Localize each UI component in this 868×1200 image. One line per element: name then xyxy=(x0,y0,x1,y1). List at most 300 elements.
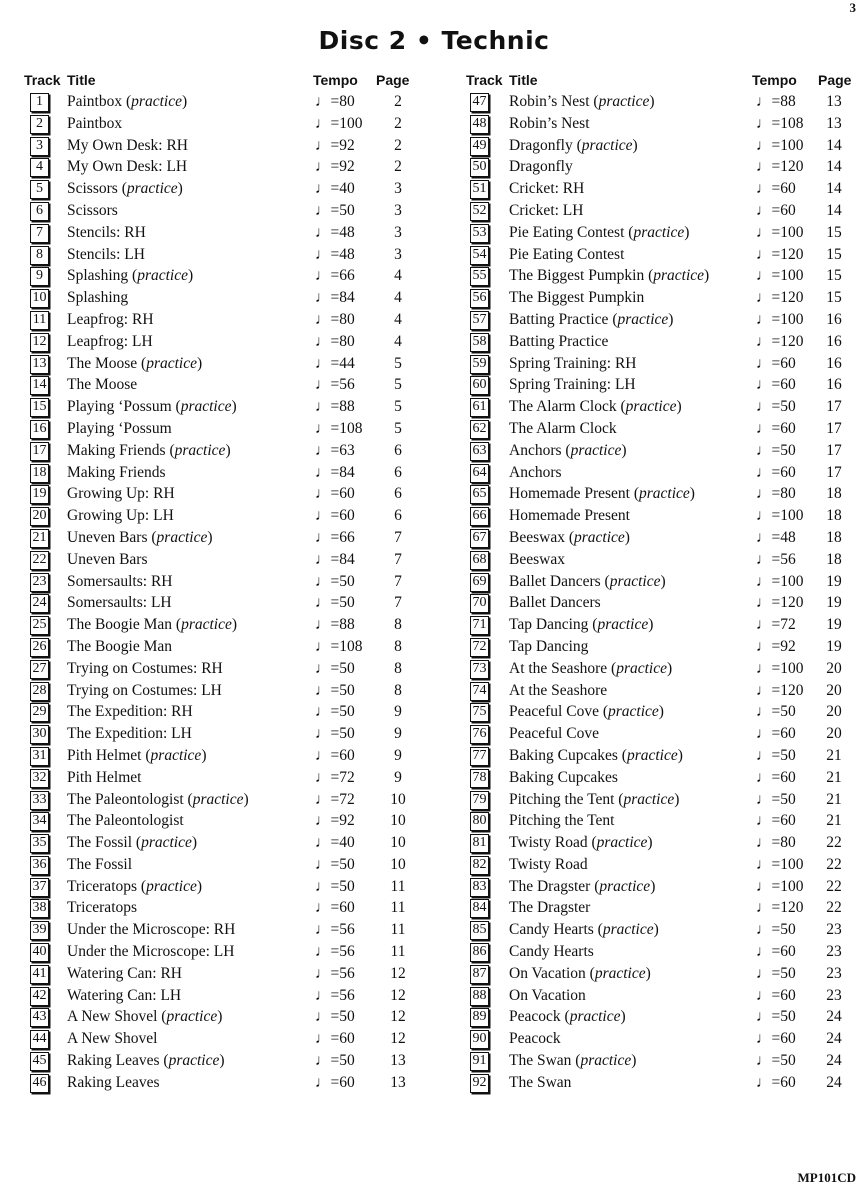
track-title: Playing ‘Possum (practice) xyxy=(67,398,237,416)
track-title: Peacock (practice) xyxy=(509,1008,626,1026)
track-number: 37 xyxy=(30,878,49,897)
track-number: 31 xyxy=(30,747,49,766)
track-title: Peaceful Cove (practice) xyxy=(509,703,664,721)
track-title xyxy=(509,180,584,198)
track-tempo: ♩=60 xyxy=(315,507,355,525)
track-number: 19 xyxy=(30,485,49,504)
track-title: The Alarm Clock (practice) xyxy=(509,398,682,416)
track-row xyxy=(24,615,432,637)
track-title: Making Friends (practice) xyxy=(67,441,231,459)
header-tempo: Tempo xyxy=(313,72,358,88)
track-page: 2 xyxy=(394,158,402,176)
track-row xyxy=(466,659,856,681)
track-row xyxy=(466,877,856,899)
track-title: The Swan (practice) xyxy=(509,1052,637,1070)
track-title: Homemade Present (practice) xyxy=(509,485,695,503)
track-title xyxy=(509,1030,561,1048)
track-title-text: Twisty Road xyxy=(509,855,588,873)
practice-label: practice xyxy=(146,877,197,895)
practice-label: practice xyxy=(598,93,650,110)
track-title-text: Spring Training: LH xyxy=(509,376,636,394)
track-page: 16 xyxy=(826,376,842,394)
track-row xyxy=(466,332,856,354)
track-title xyxy=(67,856,132,874)
track-row xyxy=(24,746,432,768)
track-page: 13 xyxy=(390,1073,406,1091)
track-title xyxy=(67,638,172,656)
track-tempo: ♩=56 xyxy=(315,964,355,982)
track-row xyxy=(466,245,856,267)
track-tempo: ♩=44 xyxy=(315,354,355,372)
track-title: Robin’s Nest (practice) xyxy=(509,93,655,110)
track-number: 42 xyxy=(30,987,49,1006)
track-title-text: Batting Practice xyxy=(509,310,609,328)
track-number: 65 xyxy=(470,485,489,504)
track-title xyxy=(67,1074,160,1092)
practice-label: practice xyxy=(126,180,178,198)
track-title xyxy=(67,573,173,591)
track-title: On Vacation (practice) xyxy=(509,964,651,982)
track-number: 59 xyxy=(470,355,489,374)
track-number: 12 xyxy=(30,333,49,352)
track-number: 57 xyxy=(470,311,489,330)
track-title-text: Leapfrog: LH xyxy=(67,332,153,350)
track-title: Pith Helmet (practice) xyxy=(67,746,207,764)
track-page: 20 xyxy=(826,659,842,677)
header-title: Title xyxy=(509,72,538,88)
track-title: Paintbox (practice) xyxy=(67,93,188,110)
track-page: 21 xyxy=(826,746,842,764)
track-title-text: The Boogie Man xyxy=(67,637,173,655)
track-row xyxy=(466,898,856,920)
track-title xyxy=(509,987,586,1005)
track-row xyxy=(24,1007,432,1029)
practice-label: practice xyxy=(617,310,669,328)
track-title xyxy=(509,769,618,787)
track-title-text: At the Seashore xyxy=(509,681,608,699)
track-title-text: Playing ‘Possum xyxy=(67,398,172,416)
track-tempo: ♩=60 xyxy=(756,419,796,437)
track-tempo: ♩=63 xyxy=(315,441,355,459)
track-title-text: The Dragster xyxy=(509,877,591,895)
track-row xyxy=(466,593,856,615)
track-title: Twisty Road (practice) xyxy=(509,834,653,852)
track-tempo: ♩=120 xyxy=(756,289,804,307)
track-row xyxy=(466,397,856,419)
track-title-text: Watering Can: LH xyxy=(67,986,182,1004)
track-title: Pitching the Tent (practice) xyxy=(509,790,680,808)
track-page: 6 xyxy=(394,441,402,459)
track-tempo: ♩=108 xyxy=(315,419,363,437)
track-row xyxy=(466,463,856,485)
track-row xyxy=(24,964,432,986)
track-number: 92 xyxy=(470,1074,489,1093)
track-number: 16 xyxy=(30,420,49,439)
practice-label: practice xyxy=(181,616,232,634)
track-page: 3 xyxy=(394,201,402,219)
track-title-text: Trying on Costumes: RH xyxy=(67,659,223,677)
track-tempo: ♩=60 xyxy=(756,180,796,198)
track-title xyxy=(67,246,145,264)
track-title-text: Baking Cupcakes xyxy=(509,768,618,786)
track-tempo: ♩=50 xyxy=(756,398,796,416)
practice-label: practice xyxy=(131,93,182,110)
track-row xyxy=(24,855,432,877)
track-row xyxy=(24,637,432,659)
track-page: 6 xyxy=(394,485,402,503)
track-tempo: ♩=50 xyxy=(315,703,355,721)
track-number: 14 xyxy=(30,376,49,395)
track-title xyxy=(509,246,624,264)
track-number: 70 xyxy=(470,594,489,613)
track-title-text: The Biggest Pumpkin xyxy=(509,267,645,285)
track-row xyxy=(466,375,856,397)
track-page: 15 xyxy=(826,223,842,241)
track-number: 51 xyxy=(470,180,489,199)
track-tempo: ♩=120 xyxy=(756,245,804,263)
track-page: 17 xyxy=(826,419,842,437)
track-title-text: The Fossil xyxy=(67,834,133,852)
track-page: 14 xyxy=(826,136,842,154)
track-row xyxy=(466,615,856,637)
track-page: 10 xyxy=(390,790,406,808)
practice-label: practice xyxy=(569,1008,621,1026)
track-page: 22 xyxy=(826,855,842,873)
track-title xyxy=(509,551,565,569)
track-title xyxy=(509,682,607,700)
track-title-text: A New Shovel xyxy=(67,1030,158,1048)
track-tempo: ♩=100 xyxy=(756,507,804,525)
track-page: 10 xyxy=(390,834,406,852)
track-title-text: Pitching the Tent xyxy=(509,812,615,830)
track-tempo: ♩=60 xyxy=(315,485,355,503)
track-title-text: Raking Leaves xyxy=(67,1052,160,1070)
track-tempo: ♩=120 xyxy=(756,332,804,350)
track-page: 18 xyxy=(826,528,842,546)
track-page: 22 xyxy=(826,899,842,917)
track-tempo: ♩=50 xyxy=(315,201,355,219)
track-number: 83 xyxy=(470,878,489,897)
track-row xyxy=(24,1051,432,1073)
track-page: 24 xyxy=(826,1008,842,1026)
track-tempo: ♩=92 xyxy=(315,136,355,154)
track-title-text: Anchors xyxy=(509,441,562,459)
track-number: 28 xyxy=(30,682,49,701)
track-tempo: ♩=72 xyxy=(315,790,355,808)
track-row xyxy=(24,245,432,267)
track-row xyxy=(466,1007,856,1029)
track-page: 5 xyxy=(394,376,402,394)
track-title-text: The Fossil xyxy=(67,855,133,873)
track-row xyxy=(24,790,432,812)
track-number: 10 xyxy=(30,289,49,308)
track-title-text: Somersaults: LH xyxy=(67,594,172,612)
track-row xyxy=(24,92,432,114)
track-number: 39 xyxy=(30,921,49,940)
track-list xyxy=(466,92,856,1095)
track-row xyxy=(466,441,856,463)
track-tempo: ♩=100 xyxy=(756,572,804,590)
track-title-text: Pith Helmet xyxy=(67,746,142,764)
track-title xyxy=(67,202,118,220)
track-row xyxy=(24,506,432,528)
track-title: Scissors (practice) xyxy=(67,180,183,198)
track-title: Splashing (practice) xyxy=(67,267,194,285)
track-title-text: My Own Desk: LH xyxy=(67,158,188,176)
track-title-text: Making Friends xyxy=(67,463,166,481)
track-title-text: The Expedition: LH xyxy=(67,725,192,743)
track-tempo: ♩=50 xyxy=(315,572,355,590)
track-title xyxy=(67,464,166,482)
track-title-text: Leapfrog: RH xyxy=(67,310,154,328)
practice-label: practice xyxy=(602,921,654,939)
track-tempo: ♩=48 xyxy=(756,528,796,546)
track-title-text: The Dragster xyxy=(509,899,591,917)
track-tempo: ♩=100 xyxy=(756,855,804,873)
track-tempo: ♩=56 xyxy=(315,376,355,394)
track-title: Baking Cupcakes (practice) xyxy=(509,746,683,764)
track-title xyxy=(509,638,588,656)
track-title: Beeswax (practice) xyxy=(509,528,630,546)
track-row xyxy=(466,811,856,833)
track-title xyxy=(67,333,153,351)
column-header xyxy=(24,70,432,92)
track-tempo: ♩=50 xyxy=(315,681,355,699)
track-tempo: ♩=100 xyxy=(756,223,804,241)
track-tempo: ♩=80 xyxy=(315,332,355,350)
track-page: 8 xyxy=(394,637,402,655)
track-row xyxy=(24,768,432,790)
track-tempo: ♩=50 xyxy=(756,703,796,721)
track-title xyxy=(509,507,630,525)
track-row xyxy=(466,354,856,376)
track-page: 11 xyxy=(390,921,406,939)
track-title-text: Pith Helmet xyxy=(67,768,142,786)
track-row xyxy=(466,157,856,179)
track-number: 21 xyxy=(30,529,49,548)
track-tempo: ♩=100 xyxy=(756,659,804,677)
track-number: 56 xyxy=(470,289,489,308)
track-tempo: ♩=100 xyxy=(756,877,804,895)
practice-label: practice xyxy=(625,398,677,416)
track-row xyxy=(466,550,856,572)
practice-label: practice xyxy=(168,1052,220,1070)
track-title-text: On Vacation xyxy=(509,964,586,982)
track-column-left xyxy=(24,70,432,1095)
track-title-text: Scissors xyxy=(67,201,118,219)
track-title-text: A New Shovel xyxy=(67,1008,158,1026)
track-title xyxy=(67,420,172,438)
track-title-text: Raking Leaves xyxy=(67,1073,160,1091)
track-tempo: ♩=60 xyxy=(315,899,355,917)
track-title-text: Tap Dancing xyxy=(509,637,589,655)
track-tempo: ♩=50 xyxy=(756,1052,796,1070)
track-title: Uneven Bars (practice) xyxy=(67,528,213,546)
track-title xyxy=(509,943,594,961)
track-page: 23 xyxy=(826,921,842,939)
track-title: Triceratops (practice) xyxy=(67,877,203,895)
track-title-text: Paintbox xyxy=(67,93,123,110)
practice-label: practice xyxy=(616,659,667,677)
track-page: 12 xyxy=(390,986,406,1004)
track-page: 15 xyxy=(826,245,842,263)
track-number: 29 xyxy=(30,703,49,722)
track-tempo: ♩=120 xyxy=(756,899,804,917)
track-title-text: The Moose xyxy=(67,354,138,372)
track-title-text: Triceratops xyxy=(67,899,138,917)
track-number: 60 xyxy=(470,376,489,395)
track-tempo: ♩=50 xyxy=(315,877,355,895)
track-page: 7 xyxy=(394,594,402,612)
track-page: 12 xyxy=(390,1030,406,1048)
practice-label: practice xyxy=(174,441,226,459)
track-page: 13 xyxy=(826,114,842,132)
track-title-text: Triceratops xyxy=(67,877,138,895)
track-tempo: ♩=40 xyxy=(315,180,355,198)
track-title xyxy=(509,594,601,612)
track-number: 77 xyxy=(470,747,489,766)
track-tempo: ♩=66 xyxy=(315,267,355,285)
track-number: 24 xyxy=(30,594,49,613)
track-title-text: Peaceful Cove xyxy=(509,725,599,743)
track-number: 64 xyxy=(470,464,489,483)
track-page: 9 xyxy=(394,768,402,786)
practice-label: practice xyxy=(570,441,622,459)
track-number: 74 xyxy=(470,682,489,701)
track-row xyxy=(466,114,856,136)
track-tempo: ♩=56 xyxy=(315,986,355,1004)
practice-label: practice xyxy=(580,1052,632,1070)
track-row xyxy=(24,942,432,964)
track-title: Pie Eating Contest (practice) xyxy=(509,223,690,241)
track-tempo: ♩=56 xyxy=(756,550,796,568)
practice-label: practice xyxy=(180,398,232,416)
track-title: Ballet Dancers (practice) xyxy=(509,572,666,590)
track-title-text: The Boogie Man xyxy=(67,616,173,634)
track-number: 62 xyxy=(470,420,489,439)
track-page: 19 xyxy=(826,594,842,612)
track-title-text: The Alarm Clock xyxy=(509,419,617,437)
track-row xyxy=(24,528,432,550)
track-title xyxy=(509,812,614,830)
track-tempo: ♩=60 xyxy=(315,1073,355,1091)
track-title xyxy=(509,856,588,874)
track-page: 20 xyxy=(826,681,842,699)
track-row xyxy=(24,288,432,310)
track-page: 23 xyxy=(826,986,842,1004)
track-row xyxy=(24,114,432,136)
track-page: 18 xyxy=(826,485,842,503)
track-tempo: ♩=100 xyxy=(756,310,804,328)
track-page: 19 xyxy=(826,572,842,590)
track-number: 80 xyxy=(470,812,489,831)
track-tempo: ♩=100 xyxy=(756,136,804,154)
track-number: 5 xyxy=(30,180,49,199)
track-number: 58 xyxy=(470,333,489,352)
track-tempo: ♩=72 xyxy=(756,616,796,634)
track-number: 73 xyxy=(470,660,489,679)
track-row xyxy=(24,332,432,354)
track-tempo: ♩=50 xyxy=(756,1008,796,1026)
track-row xyxy=(24,877,432,899)
track-row xyxy=(24,681,432,703)
track-tempo: ♩=60 xyxy=(756,1073,796,1091)
track-number: 76 xyxy=(470,725,489,744)
track-tempo: ♩=60 xyxy=(756,986,796,1004)
track-title-text: The Expedition: RH xyxy=(67,703,193,721)
header-track: Track xyxy=(24,72,61,88)
track-row xyxy=(24,397,432,419)
track-number: 84 xyxy=(470,899,489,918)
track-title: The Biggest Pumpkin (practice) xyxy=(509,267,710,285)
track-number: 55 xyxy=(470,267,489,286)
track-title xyxy=(509,899,590,917)
track-title xyxy=(67,899,137,917)
track-title-text: Uneven Bars xyxy=(67,550,148,568)
track-tempo: ♩=60 xyxy=(756,1030,796,1048)
track-page: 19 xyxy=(826,616,842,634)
track-page: 10 xyxy=(390,812,406,830)
track-row xyxy=(24,593,432,615)
track-row xyxy=(24,986,432,1008)
track-tempo: ♩=120 xyxy=(756,594,804,612)
track-number: 69 xyxy=(470,573,489,592)
track-title: Tap Dancing (practice) xyxy=(509,616,654,634)
track-title-text: Peacock xyxy=(509,1008,561,1026)
track-row xyxy=(24,375,432,397)
track-page: 4 xyxy=(394,267,402,285)
track-tempo: ♩=80 xyxy=(756,834,796,852)
track-row xyxy=(466,833,856,855)
track-title xyxy=(67,158,187,176)
track-title xyxy=(67,987,181,1005)
track-page: 16 xyxy=(826,354,842,372)
track-number: 7 xyxy=(30,224,49,243)
track-title-text: The Swan xyxy=(509,1073,572,1091)
practice-label: practice xyxy=(623,790,675,808)
track-page: 10 xyxy=(390,855,406,873)
track-number: 68 xyxy=(470,551,489,570)
practice-label: practice xyxy=(599,877,651,895)
track-page: 21 xyxy=(826,768,842,786)
track-number: 15 xyxy=(30,398,49,417)
track-number: 63 xyxy=(470,442,489,461)
track-number: 17 xyxy=(30,442,49,461)
track-tempo: ♩=88 xyxy=(315,616,355,634)
page-title: Disc 2 • Technic xyxy=(318,26,550,55)
track-title-text: Under the Microscope: LH xyxy=(67,943,235,961)
track-title xyxy=(67,943,234,961)
track-title xyxy=(67,703,193,721)
track-title-text: The Moose xyxy=(67,376,138,394)
track-tempo: ♩=80 xyxy=(315,93,355,110)
track-number: 75 xyxy=(470,703,489,722)
track-title xyxy=(509,464,562,482)
track-number: 43 xyxy=(30,1008,49,1027)
track-title-text: Pie Eating Contest xyxy=(509,223,625,241)
track-row xyxy=(24,157,432,179)
track-number: 71 xyxy=(470,616,489,635)
track-title-text: The Biggest Pumpkin xyxy=(509,289,645,307)
track-title-text: Candy Hearts xyxy=(509,921,594,939)
track-tempo: ♩=60 xyxy=(756,943,796,961)
track-tempo: ♩=100 xyxy=(756,267,804,285)
track-title xyxy=(67,769,141,787)
track-row xyxy=(466,942,856,964)
track-title-text: Playing ‘Possum xyxy=(67,419,172,437)
track-title: Anchors (practice) xyxy=(509,441,627,459)
header-title: Title xyxy=(67,72,96,88)
